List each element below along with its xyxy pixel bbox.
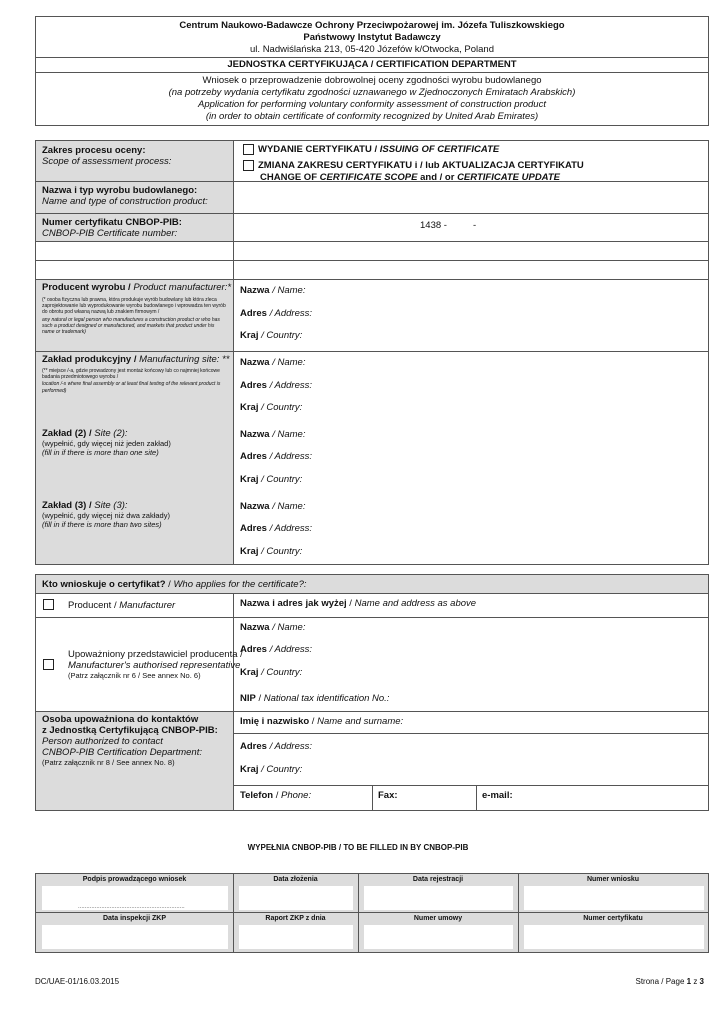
contact-fax-field[interactable]: Fax: bbox=[378, 790, 398, 801]
certificate-number-prefix: 1438 - bbox=[420, 220, 447, 231]
office-title: WYPEŁNIA CNBOP-PIB / TO BE FILLED IN BY CNBOP-PIB bbox=[247, 843, 469, 852]
signature-dots: ................................................................ bbox=[78, 904, 185, 910]
org-name: Centrum Naukowo-Badawcze Ochrony Przeciwpożarowej im. Józefa Tuliszkowskiego bbox=[179, 20, 565, 31]
office-head-signature: Podpis prowadzącego wniosek bbox=[82, 876, 187, 883]
org-address: ul. Nadwiślańska 213, 05-420 Józefów k/Otwocka, Poland bbox=[250, 44, 494, 55]
form-title-pl: Wniosek o przeprowadzenie dobrowolnej oceny zgodności wyrobu budowlanego bbox=[202, 75, 542, 86]
applicant-section bbox=[35, 574, 709, 811]
office-head-contract: Numer umowy bbox=[413, 915, 463, 922]
site3-note-pl: (wypełnić, gdy więcej niż dwa zakłady) bbox=[42, 511, 170, 520]
site3-name-field[interactable]: Nazwa / Name: bbox=[240, 501, 306, 512]
issuing-certificate-checkbox[interactable] bbox=[243, 144, 254, 155]
representative-label-pl: Upoważniony przedstawiciel producenta / bbox=[68, 649, 243, 660]
rep-nip-field[interactable]: NIP / National tax identification No.: bbox=[240, 693, 390, 704]
site2-country-field[interactable]: Kraj / Country: bbox=[240, 474, 303, 485]
site3-address-field[interactable]: Adres / Address: bbox=[240, 523, 312, 534]
office-head-registration: Data rejestracji bbox=[412, 876, 464, 883]
contact-label-pl-2: z Jednostką Certyfikującą CNBOP-PIB: bbox=[42, 725, 218, 736]
site3-label: Zakład (3) / Site (3): bbox=[42, 500, 128, 511]
certificate-number-cell[interactable] bbox=[524, 925, 704, 949]
manufacturer-note-en: any natural or legal person who manufactures a construction product or who has such a product designed or manufactured, and markets that product under his name or trademark) bbox=[42, 316, 220, 336]
main-section bbox=[35, 140, 709, 565]
registration-date-cell[interactable] bbox=[364, 886, 513, 910]
office-head-submission: Data złożenia bbox=[273, 876, 318, 883]
application-number-cell[interactable] bbox=[524, 886, 704, 910]
rep-name-field[interactable]: Nazwa / Name: bbox=[240, 622, 306, 633]
change-scope-label-en: CHANGE OF CERTIFICATE SCOPE and / or CERTIFICATE UPDATE bbox=[260, 172, 560, 183]
scope-label-en: Scope of assessment process: bbox=[42, 156, 172, 167]
contact-label-pl-1: Osoba upoważniona do kontaktów bbox=[42, 714, 199, 725]
form-subtitle-pl: (na potrzeby wydania certyfikatu zgodności uznawanego w Zjednoczonych Emiratach Arabskich) bbox=[168, 87, 576, 98]
manufacturer-address-field[interactable]: Adres / Address: bbox=[240, 308, 312, 319]
site3-note-en: (fill in if there is more than two sites) bbox=[42, 520, 162, 529]
form-title-en: Application for performing voluntary conformity assessment of construction product bbox=[198, 99, 546, 110]
zkp-report-cell[interactable] bbox=[239, 925, 353, 949]
contact-address-field[interactable]: Adres / Address: bbox=[240, 741, 312, 752]
site2-note-pl: (wypełnić, gdy więcej niż jeden zakład) bbox=[42, 439, 171, 448]
site1-note-en: location /-s where final assembly or at least final testing of the relevant product is performed) bbox=[42, 381, 221, 394]
producer-label: Producent / Manufacturer bbox=[68, 600, 176, 611]
contact-label-en-2: CNBOP-PIB Certification Department: bbox=[42, 747, 202, 758]
certificate-label-en: CNBOP-PIB Certificate number: bbox=[42, 228, 178, 239]
product-label-en: Name and type of construction product: bbox=[42, 196, 208, 207]
change-scope-label-pl: ZMIANA ZAKRESU CERTYFIKATU i / lub AKTUALIZACJA CERTYFIKATU bbox=[258, 160, 584, 171]
office-table bbox=[35, 873, 709, 953]
site2-name-field[interactable]: Nazwa / Name: bbox=[240, 429, 306, 440]
applicant-question: Kto wnioskuje o certyfikat? / Who applies for the certificate?: bbox=[42, 579, 307, 590]
manufacturer-name-field[interactable]: Nazwa / Name: bbox=[240, 285, 306, 296]
site3-country-field[interactable]: Kraj / Country: bbox=[240, 546, 303, 557]
site2-note-en: (fill in if there is more than one site) bbox=[42, 448, 159, 457]
scope-label-pl: Zakres procesu oceny: bbox=[42, 145, 146, 156]
certificate-number-separator: - bbox=[473, 220, 477, 231]
office-head-cert-number: Numer certyfikatu bbox=[583, 915, 643, 922]
contact-email-field[interactable]: e-mail: bbox=[482, 790, 513, 801]
contact-country-field[interactable]: Kraj / Country: bbox=[240, 764, 303, 775]
department-title: JEDNOSTKA CERTYFIKUJĄCA / CERTIFICATION DEPARTMENT bbox=[227, 59, 517, 70]
representative-note: (Patrz załącznik nr 6 / See annex No. 6) bbox=[68, 671, 201, 680]
site1-address-field[interactable]: Adres / Address: bbox=[240, 380, 312, 391]
rep-country-field[interactable]: Kraj / Country: bbox=[240, 667, 303, 678]
product-name-input[interactable] bbox=[235, 183, 708, 212]
change-scope-checkbox[interactable] bbox=[243, 160, 254, 171]
contact-label-en-1: Person authorized to contact bbox=[42, 736, 163, 747]
site1-name-field[interactable]: Nazwa / Name: bbox=[240, 357, 306, 368]
same-address-label: Nazwa i adres jak wyżej / Name and address as above bbox=[240, 598, 477, 609]
contact-fullname-field[interactable]: Imię i nazwisko / Name and surname: bbox=[240, 716, 404, 727]
certificate-label-pl: Numer certyfikatu CNBOP-PIB: bbox=[42, 217, 182, 228]
site2-address-field[interactable]: Adres / Address: bbox=[240, 451, 312, 462]
producer-checkbox[interactable] bbox=[43, 599, 54, 610]
site1-label: Zakład produkcyjny / Manufacturing site: ** bbox=[42, 354, 230, 365]
doc-code: DC/UAE-01/16.03.2015 bbox=[35, 977, 120, 986]
office-head-inspection: Data inspekcji ZKP bbox=[102, 915, 167, 922]
site1-note-pl: (** miejsce /-a, gdzie prowadzony jest montaż końcowy lub co najmniej końcowe badania przedmiotowego wyrobu / bbox=[42, 368, 220, 381]
site1-country-field[interactable]: Kraj / Country: bbox=[240, 402, 303, 413]
manufacturer-label: Producent wyrobu / Product manufacturer:* bbox=[42, 282, 232, 293]
rep-address-field[interactable]: Adres / Address: bbox=[240, 644, 312, 655]
office-head-zkp-report: Raport ZKP z dnia bbox=[265, 915, 326, 922]
page-indicator: Strona / Page 1 z 3 bbox=[635, 977, 704, 986]
contract-number-cell[interactable] bbox=[364, 925, 513, 949]
representative-checkbox[interactable] bbox=[43, 659, 54, 670]
representative-label-en: Manufacturer's authorised representative bbox=[68, 660, 241, 671]
contact-phone-field[interactable]: Telefon / Phone: bbox=[240, 790, 312, 801]
manufacturer-note-pl: (* osoba fizyczna lub prawna, która produkuje wyrób budowlany lub która zleca zaprojektowanie lub wyprodukowanie wyrobu budowlanego i wprowadza ten wyrób do obrotu pod własną nazwą lub znakiem firmowym / bbox=[42, 297, 226, 316]
product-label-pl: Nazwa i typ wyrobu budowlanego: bbox=[42, 185, 198, 196]
issuing-certificate-label: WYDANIE CERTYFIKATU / ISSUING OF CERTIFICATE bbox=[258, 144, 500, 155]
inspection-date-cell[interactable] bbox=[42, 925, 228, 949]
header-block bbox=[35, 16, 709, 126]
institute-name: Państwowy Instytut Badawczy bbox=[303, 32, 441, 43]
manufacturer-country-field[interactable]: Kraj / Country: bbox=[240, 330, 303, 341]
submission-date-cell[interactable] bbox=[239, 886, 353, 910]
form-subtitle-en: (in order to obtain certificate of conformity recognized by United Arab Emirates) bbox=[205, 111, 539, 122]
office-head-app-number: Numer wniosku bbox=[586, 876, 640, 883]
contact-note: (Patrz załącznik nr 8 / See annex No. 8) bbox=[42, 758, 175, 767]
site2-label: Zakład (2) / Site (2): bbox=[42, 428, 128, 439]
